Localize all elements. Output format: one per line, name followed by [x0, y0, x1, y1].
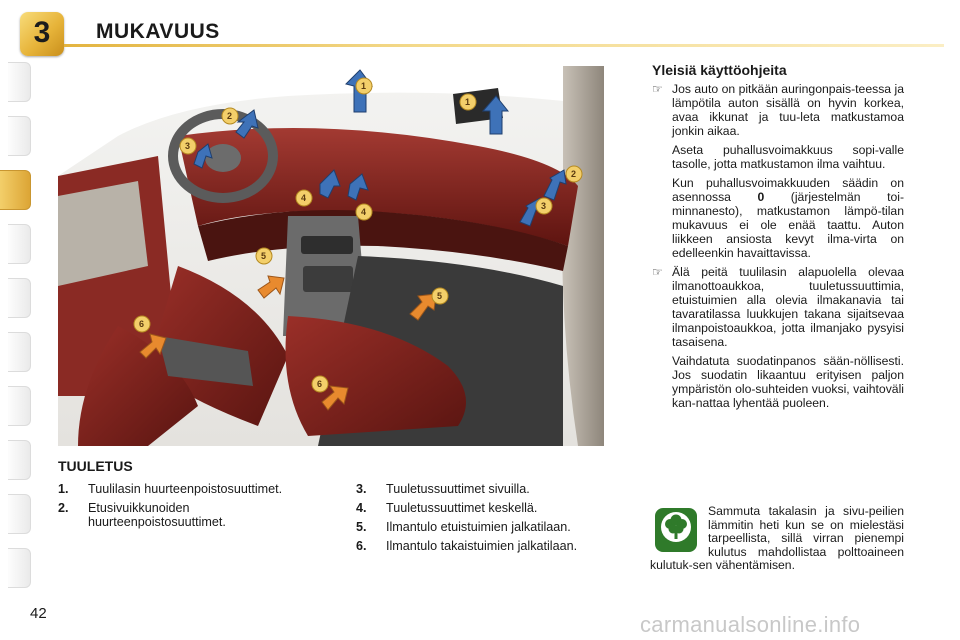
- chapter-tab-1[interactable]: [8, 62, 31, 102]
- list-item: [58, 482, 308, 496]
- bullet-1-text: Jos auto on pitkään auringonpais-teessa ja lämpötila auton sisällä on hyvin korkea, avaa ikkunat ja tuu-leta matkustamoa jonkin aikaa.: [672, 82, 904, 138]
- callout-4a: 4: [301, 193, 307, 203]
- instruction-bullet-1: [650, 82, 904, 138]
- paragraph-2-zero: 0: [757, 190, 765, 204]
- item-text: Ilmantulo etuistuimien jalkatilaan.: [386, 520, 571, 534]
- chapter-tab-4[interactable]: [8, 224, 31, 264]
- item-text: Ilmantulo takaistuimien jalkatilaan.: [386, 539, 578, 553]
- chapter-tab-2[interactable]: [8, 116, 31, 156]
- callout-3b: 3: [541, 201, 547, 211]
- watermark: carmanualsonline.info: [640, 612, 861, 637]
- pointing-hand-icon: ☞: [652, 82, 663, 96]
- chapter-title: MUKAVUUS: [96, 20, 220, 43]
- list-item: [58, 501, 308, 529]
- callout-3a: 3: [185, 141, 191, 151]
- callout-1a: 1: [361, 81, 367, 91]
- callout-1b: 1: [465, 97, 471, 107]
- item-text: Tuulilasin huurteenpoistosuuttimet.: [88, 482, 283, 496]
- callout-2b: 2: [571, 169, 577, 179]
- item-number: 4.: [356, 501, 367, 515]
- callout-5a: 5: [261, 251, 267, 261]
- callout-2a: 2: [227, 111, 233, 121]
- eco-note-text: Sammuta takalasin ja sivu-peilien lämmitin heti kun se on mielestäsi tarpeellista, sillä virran pienempi kulutus mahdollistaa polttoaineen kulutuk-sen vähentämisen.: [650, 504, 904, 572]
- chapter-tab-6[interactable]: [8, 332, 31, 372]
- callout-5b: 5: [437, 291, 443, 301]
- chapter-tab-10[interactable]: [8, 548, 31, 588]
- chapter-tab-3-active[interactable]: [0, 170, 31, 210]
- list-item: [356, 482, 596, 496]
- item-number: 6.: [356, 539, 367, 553]
- instruction-paragraph-3: Vaihdatuta suodatinpanos sään-nöllisesti. Jos suodatin likaantuu erityisen paljon ympäristön olo-suhteiden vuoksi, vaihtoväli kan-nattaa lyhentää puoleen.: [672, 354, 904, 410]
- bullet-2-text: Älä peitä tuulilasin alapuolella olevaa ilmanottoaukkoa, tuuletussuuttimia, etuistuimien alla olevia ilmakanavia tai tavaratilassa luukkujen takana sijaitsevaa ilmanpoistoaukkoa, jotta ilmanjako pysyisi tasaisena.: [672, 265, 904, 349]
- item-text: Tuuletussuuttimet sivuilla.: [386, 482, 530, 496]
- eco-note: [650, 505, 904, 573]
- list-item: [356, 501, 596, 515]
- callout-4b: 4: [361, 207, 367, 217]
- ventilation-list-left: [58, 482, 308, 534]
- chapter-number: 3: [33, 16, 51, 49]
- header-rule: [64, 44, 944, 47]
- item-number: 2.: [58, 501, 69, 515]
- chapter-tabs: [0, 62, 34, 582]
- instruction-paragraph-2: [650, 176, 904, 260]
- item-text: Etusivuikkunoiden huurteenpoistosuuttimet.: [88, 501, 226, 529]
- tree-eco-icon: [654, 507, 698, 553]
- general-instructions-heading: Yleisiä käyttöohjeita: [652, 62, 787, 78]
- chapter-tab-8[interactable]: [8, 440, 31, 480]
- chapter-tab-9[interactable]: [8, 494, 31, 534]
- item-number: 1.: [58, 482, 69, 496]
- item-number: 5.: [356, 520, 367, 534]
- page-number: 42: [30, 605, 47, 622]
- chapter-badge: [20, 12, 64, 56]
- ventilation-list-right: [356, 482, 596, 558]
- paragraph-2-end: (järjestelmän toi-minnanesto), matkustamon lämpö-tilan mukavuus ei ole enää taattu. Auton liikkeen ansiosta kevyt ilma-virta on edelleenkin havaittavissa.: [672, 190, 905, 260]
- chapter-tab-7[interactable]: [8, 386, 31, 426]
- paragraph-2-start: Kun puhallusvoimakkuuden säädin on asennossa: [672, 176, 904, 204]
- list-item: [356, 539, 596, 553]
- callout-6b: 6: [317, 379, 323, 389]
- ventilation-heading: TUULETUS: [58, 458, 133, 474]
- car-interior-ventilation-illustration: [58, 66, 604, 446]
- chapter-tab-5[interactable]: [8, 278, 31, 318]
- item-number: 3.: [356, 482, 367, 496]
- list-item: [356, 520, 596, 534]
- instruction-bullet-2: [650, 265, 904, 349]
- general-instructions-text: [650, 82, 904, 415]
- pointing-hand-icon: ☞: [652, 265, 663, 279]
- instruction-paragraph-1: Aseta puhallusvoimakkuus sopi-valle tasolle, jotta matkustamon ilma vaihtuu.: [672, 143, 904, 171]
- callout-6a: 6: [139, 319, 145, 329]
- item-text: Tuuletussuuttimet keskellä.: [386, 501, 538, 515]
